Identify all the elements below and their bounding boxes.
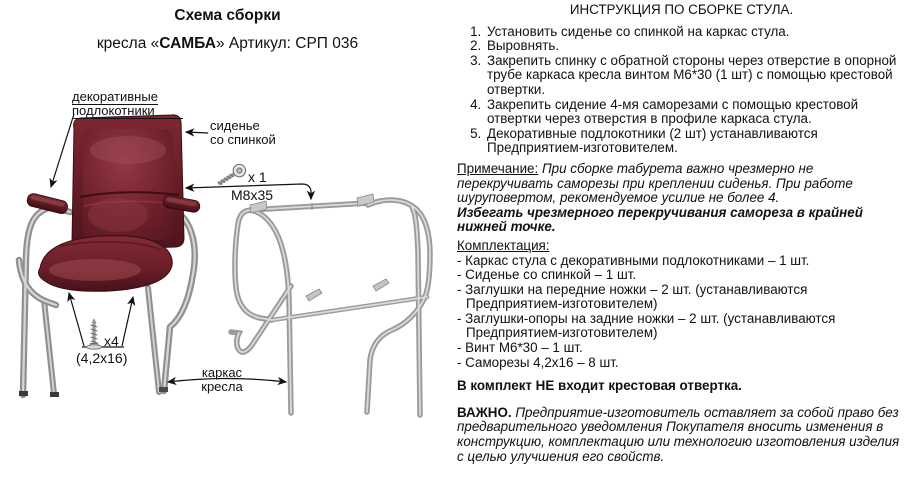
label-frame-line1: каркас	[201, 365, 243, 380]
no-screwdriver-note: В комплект НЕ входит крестовая отвертка.	[457, 378, 742, 394]
label-screw-size: (4,2x16)	[76, 350, 128, 366]
label-bolt-size: M8x35	[231, 187, 274, 203]
note-paragraph	[457, 162, 906, 235]
kit-item: - Винт М6*30 – 1 шт.	[457, 340, 583, 356]
note-warning: Избегать чрезмерного перекручивания самореза в крайней нижней точке.	[457, 204, 863, 235]
label-armrests-line2: подлокотники	[72, 103, 183, 119]
important-label: ВАЖНО.	[457, 404, 512, 420]
frame-illustration	[231, 194, 430, 415]
assembly-steps-list	[457, 25, 906, 156]
label-armrests-line1: декоративные	[72, 89, 158, 104]
label-seat-line2: со спинкой	[210, 132, 276, 147]
label-frame-line2: кресла	[201, 379, 243, 394]
chair-foot	[50, 392, 59, 397]
chair-backrest	[72, 115, 184, 250]
kit-list	[457, 254, 906, 371]
assembly-step: 4. Закрепить сидение 4-мя саморезами с помощью крестовой отвертки через отверстия в профиле каркаса стула.	[485, 98, 906, 127]
label-seat	[210, 119, 276, 147]
kit-item: - Каркас стула с декоративными подлокотниками – 1 шт.	[457, 252, 810, 268]
screw-icon	[87, 318, 102, 349]
assembly-step: 1. Установить сиденье со спинкой на каркас стула.	[485, 25, 906, 40]
important-paragraph	[457, 406, 906, 464]
label-armrests	[72, 90, 183, 118]
bolt-m8-icon	[215, 162, 248, 189]
label-screw-qty: x4	[104, 333, 119, 349]
kit-item: - Заглушки на передние ножки – 2 шт. (устанавливаются Предприятием-изготовителем)	[457, 281, 808, 312]
note-text: При сборке табурета важно чрезмерно не перекручивать саморезы при креплении сиденья. При работе шуруповертом, рекомендуемое усилие не более 4.	[457, 160, 853, 206]
instructions-column	[457, 3, 906, 464]
kit-heading: Комплектация:	[457, 237, 550, 253]
subtitle-model: САМБА	[159, 35, 216, 52]
instructions-title: ИНСТРУКЦИЯ ПО СБОРКЕ СТУЛА.	[569, 2, 794, 17]
assembly-step: 2. Выровнять.	[485, 39, 906, 54]
diagram-title: Схема сборки	[174, 7, 281, 24]
kit-item: - Заглушки-опоры на задние ножки – 2 шт. (устанавливаются Предприятием-изготовителем)	[457, 310, 836, 341]
kit-item: - Сиденье со спинкой – 1 шт.	[457, 267, 637, 283]
label-frame	[190, 366, 254, 394]
frame-seat-tab	[373, 279, 389, 291]
assembly-step: 3. Закрепить спинку с обратной стороны через отверстие в опорной трубе каркаса кресла винтом М6*30 (1 шт) с помощью крестовой отвертки.	[485, 54, 906, 98]
chair-foot	[19, 391, 28, 396]
diagram-subtitle	[0, 35, 455, 53]
label-seat-line1: сиденье	[210, 118, 260, 133]
frame-seat-tab	[306, 289, 322, 301]
note-label: Примечание:	[457, 160, 539, 176]
kit-item: - Саморезы 4,2х16 – 8 шт.	[457, 354, 619, 370]
chair-foot	[159, 387, 168, 392]
label-bolt-qty: x 1	[248, 169, 267, 185]
subtitle-prefix: кресла «	[96, 35, 160, 52]
subtitle-suffix: » Артикул: СРП 036	[215, 35, 359, 52]
important-text: Предприятие-изготовитель оставляет за собой право без предварительного уведомления Покупателя вносить изменения в конструкцию, комплектацию или технологию изготовления изделия с целью улучшения его свойств.	[457, 404, 900, 464]
assembly-step: 5. Декоративные подлокотники (2 шт) устанавливаются Предприятием-изготовителем.	[485, 127, 906, 156]
chair-seat	[38, 236, 172, 292]
